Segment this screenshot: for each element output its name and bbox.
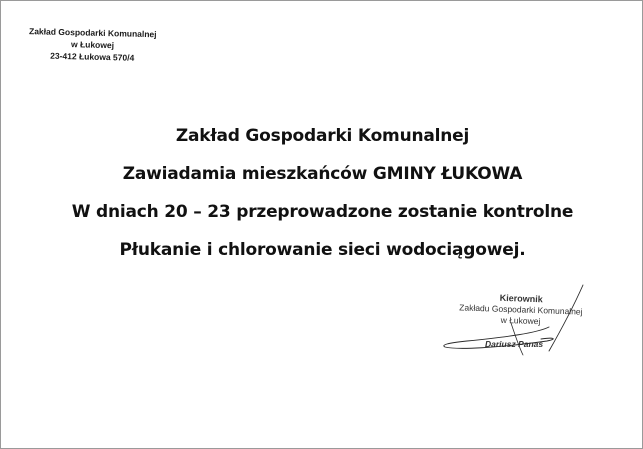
sender-name: Zakład Gospodarki Komunalnej <box>28 26 157 40</box>
sender-address: 23-412 Łukowa 570/4 <box>50 50 135 63</box>
notice-line-4: Płukanie i chlorowanie sieci wodociągowej. <box>119 240 526 260</box>
notice-line-1: Zakład Gospodarki Komunalnej <box>175 126 470 146</box>
signature-block <box>437 283 627 383</box>
signature-role: Kierownik <box>499 292 543 305</box>
signatory-name: Dariusz Panas <box>485 339 544 349</box>
notice-line-2: Zawiadamia mieszkańców GMINY ŁUKOWA <box>122 164 523 184</box>
notice-line-3: W dniach 20 – 23 przeprowadzone zostanie kontrolne <box>71 202 574 222</box>
signature-unit-line-1: Zakładu Gospodarki Komunalnej <box>459 302 583 317</box>
handwritten-signature <box>437 283 627 383</box>
notice-body <box>1 117 643 269</box>
sender-locality: w Łukowej <box>70 39 115 51</box>
sender-stamp <box>22 25 163 64</box>
signature-unit-line-2: w Łukowej <box>500 314 541 327</box>
